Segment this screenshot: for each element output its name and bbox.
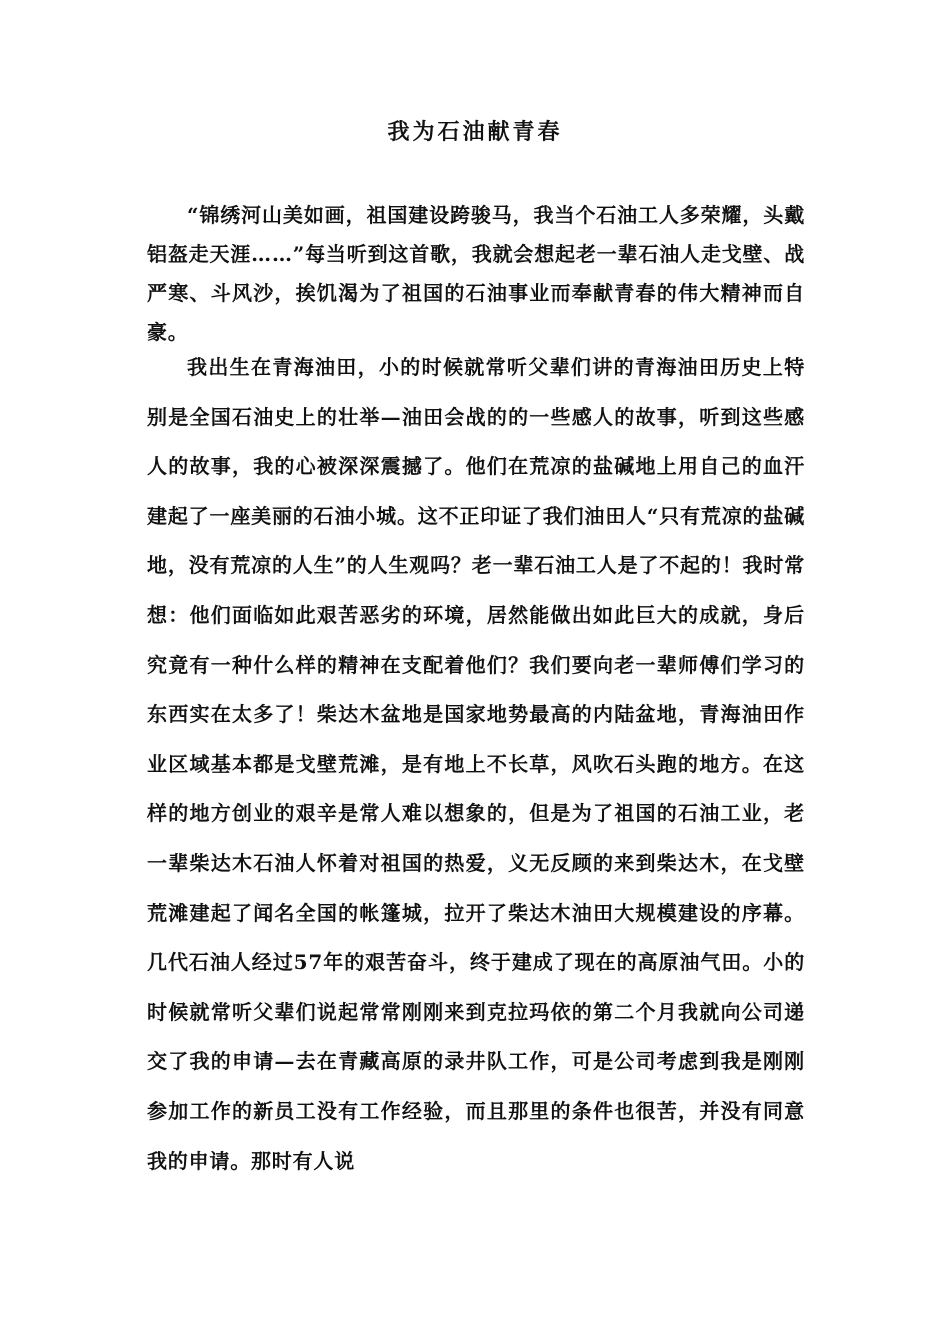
document-title: 我为石油献青春 bbox=[387, 119, 563, 145]
paragraph-1: “锦绣河山美如画，祖国建设跨骏马，我当个石油工人多荣耀，头戴铝盔走天涯……”每当听到这首歌，我就会想起老一辈石油人走戈壁、战严寒、斗风沙，挨饥渴为了祖国的石油事业而奉献青春的伟大精神而自豪。 bbox=[147, 203, 805, 344]
paragraph-2: 我出生在青海油田，小的时候就常听父辈们讲的青海油田历史上特别是全国石油史上的壮举—油田会战的的一些感人的故事，听到这些感人的故事，我的心被深深震撼了。他们在荒凉的盐碱地上用自己的血汗建起了一座美丽的石油小城。这不正印证了我们油田人“只有荒凉的盐碱地，没有荒凉的人生”的人生观吗？老一辈石油工人是了不起的！我时常想：他们面临如此艰苦恶劣的环境，居然能做出如此巨大的成就，身后究竟有一种什么样的精神在支配着他们？我们要向老一辈师傅们学习的东西实在太多了！柴达木盆地是国家地势最高的内陆盆地，青海油田作业区域基本都是戈壁荒滩，是有地上不长草，风吹石头跑的地方。在这样的地方创业的艰辛是常人难以想象的，但是为了祖国的石油工业，老一辈柴达木石油人怀着对祖国的热爱，义无反顾的来到柴达木，在戈壁荒滩建起了闻名全国的帐篷城，拉开了柴达木油田大规模建设的序幕。几代石油人经过57年的艰苦奋斗，终于建成了现在的高原油气田。小的时候就常听父辈们说起常常刚刚来到克拉玛依的第二个月我就向公司递交了我的申请—去在青藏高原的录井队工作，可是公司考虑到我是刚刚参加工作的新员工没有工作经验，而且那里的条件也很苦，并没有同意我的申请。那时有人说 bbox=[147, 355, 805, 1173]
